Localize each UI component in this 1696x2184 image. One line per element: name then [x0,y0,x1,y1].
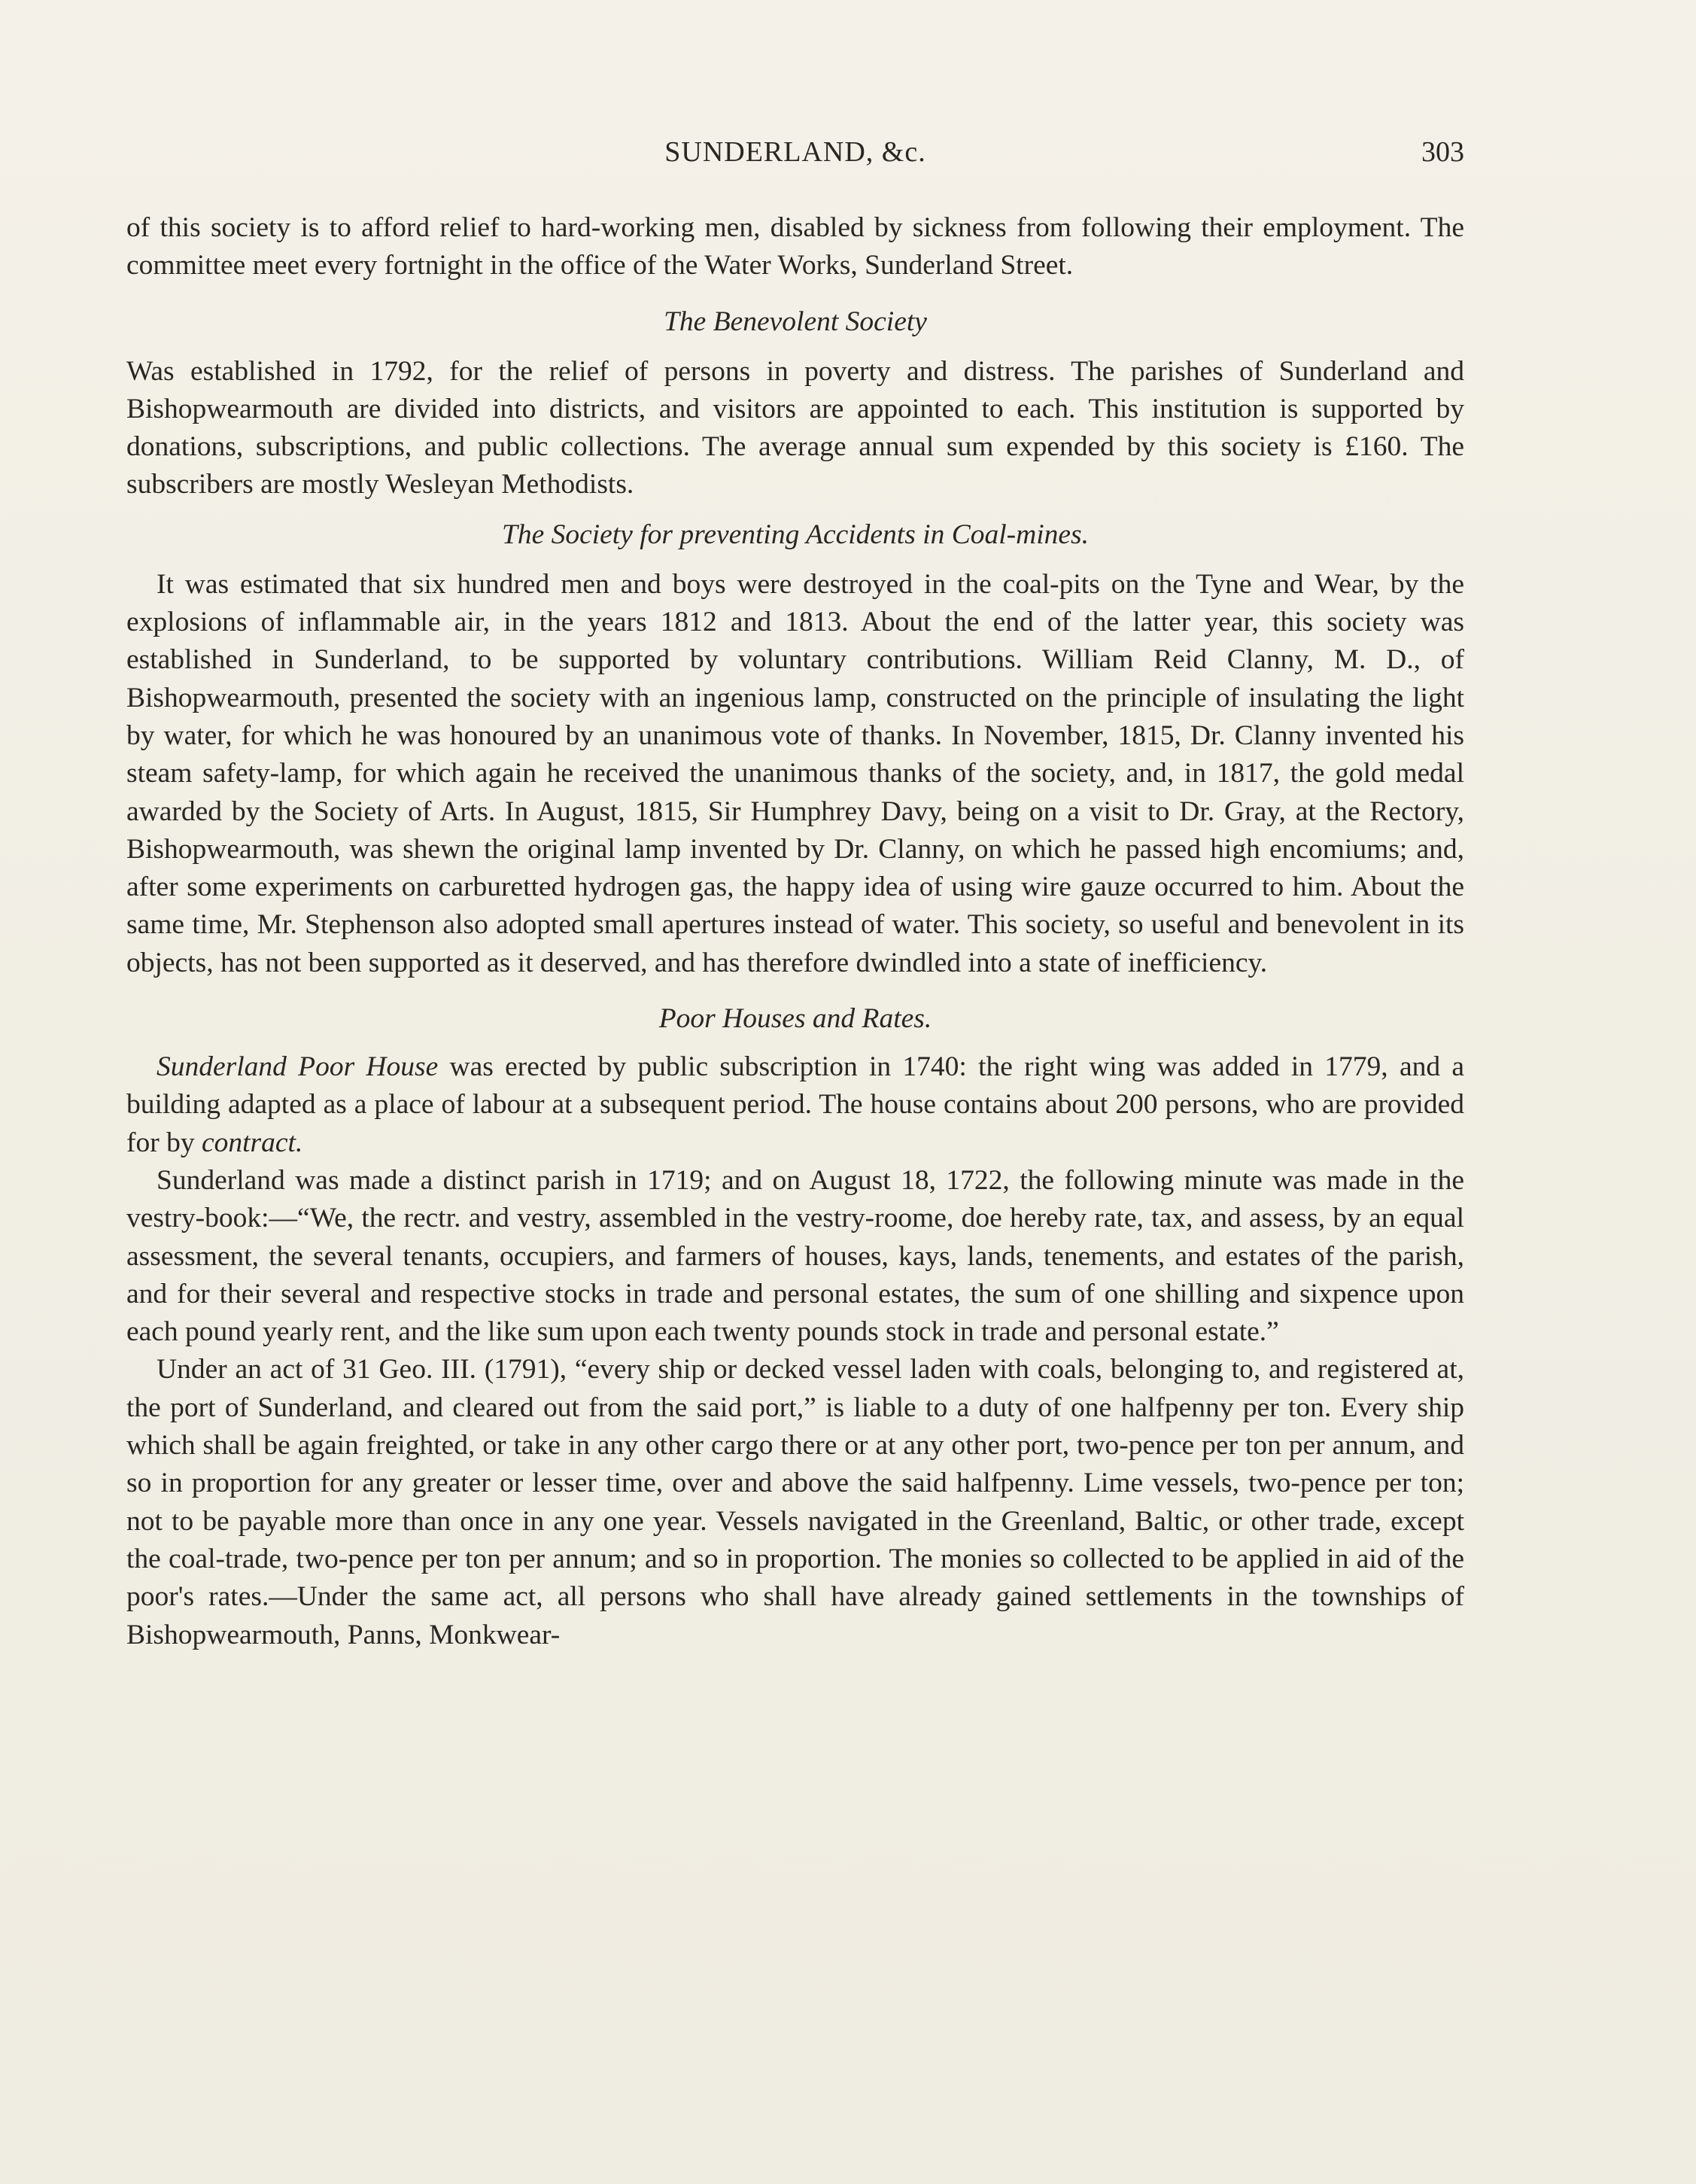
running-head [126,135,1464,181]
paragraph-act: Under an act of 31 Geo. III. (1791), “every ship or decked vessel laden with coals, belonging to, and registered at, the port of Sunderland, and cleared out from the said port,” is liable to a duty of one halfpenny per ton. Every ship which shall be again freighted, or take in any other cargo there or at any other port, two-pence per ton per annum, and so in proportion for any greater or lesser time, over and above the said halfpenny. Lime vessels, two-pence per ton; not to be payable more than once in any one year. Vessels navigated in the Greenland, Baltic, or other trade, except the coal-trade, two-pence per ton per annum; and so in proportion. The monies so collected to be applied in aid of the poor's rates.—Under the same act, all persons who shall have already gained settlements in the townships of Bishopwearmouth, Panns, Monkwear- [126,1354,1464,1650]
paragraph-intro: of this society is to afford relief to hard-working men, disabled by sickness from following their employment. The committee meet every fortnight in the office of the Water Works, Sunderland Street. [126,212,1464,281]
heading-accidents-society: The Society for preventing Accidents in Coal-mines. [501,519,1090,550]
paragraph-poor-house [126,1048,1464,1162]
poor-house-text: was erected by public subscription in 1740: the right wing was added in 1779, and a building adapted as a place of labour at a subsequent period. The house contains about 200 persons, who are provided for by [126,1051,1464,1158]
paragraph-parish: Sunderland was made a distinct parish in 1719; and on August 18, 1722, the following minute was made in the vestry-book:—“We, the rectr. and vestry, assembled in the vestry-roome, doe hereby rate, tax, and assess, by an equal assessment, the several tenants, occupiers, and farmers of houses, kays, lands, tenements, and estates of the parish, and for their several and respective stocks in trade and personal estates, the sum of one shilling and sixpence upon each pound yearly rent, and the like sum upon each twenty pounds stock in trade and personal estate.” [126,1164,1464,1348]
poor-house-contract: contract. [201,1127,303,1158]
poor-house-title: Sunderland Poor House [157,1051,439,1083]
heading-benevolent-society: The Benevolent Society [664,306,927,337]
paragraph-accidents-society: It was estimated that six hundred men and boys were destroyed in the coal-pits on the Tyne and Wear, by the explosions of inflammable air, in the years 1812 and 1813. About the end of the latter year, this society was established in Sunderland, to be supported by voluntary contributions. William Reid Clanny, M. D., of Bishopwearmouth, presented the society with an ingenious lamp, constructed on the principle of insulating the light by water, for which he was honoured by an unanimous vote of thanks. In November, 1815, Dr. Clanny invented his steam safety-lamp, for which again he received the unanimous thanks of the society, and, in 1817, the gold medal awarded by the Society of Arts. In August, 1815, Sir Humphrey Davy, being on a visit to Dr. Gray, at the Rectory, Bishopwearmouth, was shewn the original lamp invented by Dr. Clanny, on which he passed high encomiums; and, after some experiments on carburetted hydrogen gas, the happy idea of using wire gauze occurred to him. About the same time, Mr. Stephenson also adopted small apertures instead of water. This society, so useful and benevolent in its objects, has not been supported as it deserved, and has therefore dwindled into a state of inefficiency. [126,568,1464,978]
paragraph-benevolent-society: Was established in 1792, for the relief of persons in poverty and distress. The parishes of Sunderland and Bishopwearmouth are divided into districts, and visitors are appointed to each. This institution is supported by donations, subscriptions, and public collections. The average annual sum expended by this society is £160. The subscribers are mostly Wesleyan Methodists. [126,355,1464,500]
body-text [126,209,1464,1654]
heading-poor-houses: Poor Houses and Rates. [658,1003,932,1035]
running-title: SUNDERLAND, &c. [664,136,926,168]
page-number: 303 [1421,136,1464,168]
